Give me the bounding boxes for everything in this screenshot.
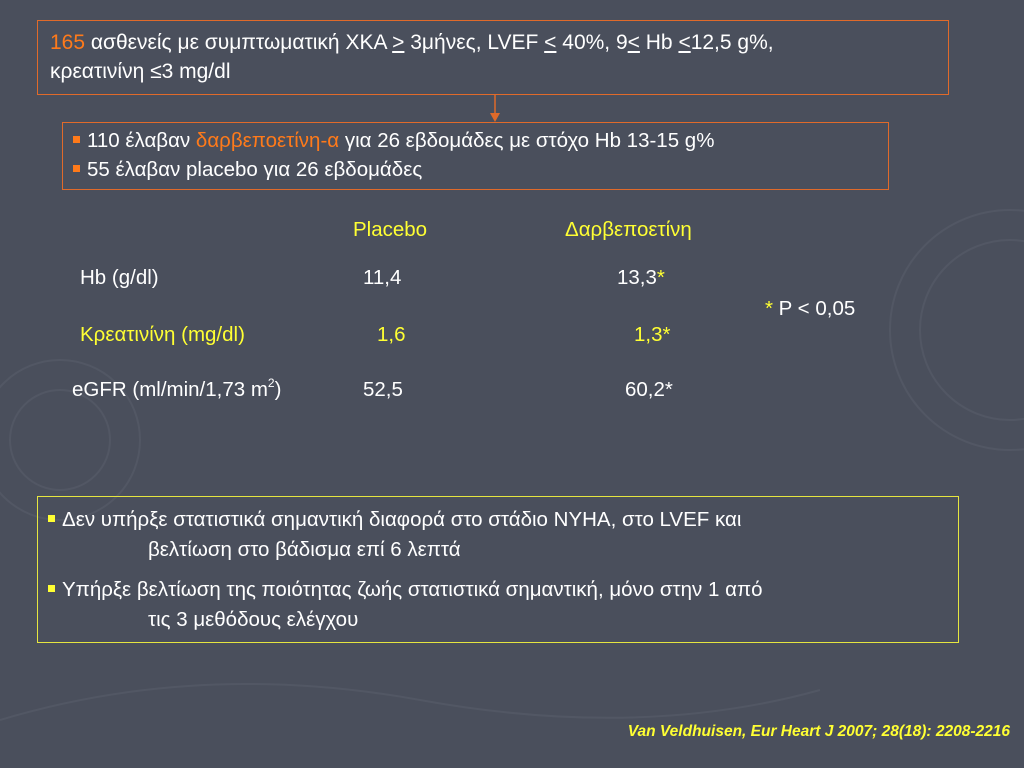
- conclusion-text: Υπήρξε βελτίωση της ποιότητας ζωής στατιστικά σημαντική, μόνο στην 1 από: [62, 578, 763, 601]
- square-bullet-icon: [48, 585, 55, 592]
- square-bullet-icon: [73, 165, 80, 172]
- column-header-placebo: Placebo: [353, 218, 428, 241]
- p-value-note: * P < 0,05: [765, 297, 856, 320]
- list-item: [48, 505, 948, 565]
- group-text: 55 έλαβαν placebo για 26 εβδομάδες: [87, 158, 423, 181]
- population-text-end: 12,5 g%,: [690, 31, 774, 54]
- cell-darb-creatinine: 1,3*: [634, 323, 671, 346]
- citation: Van Veldhuisen, Eur Heart J 2007; 28(18): 2208-2216: [627, 723, 1010, 740]
- ge-sign: >: [392, 31, 405, 54]
- le-sign: <: [544, 31, 557, 54]
- row-label-creatinine: Κρεατινίνη (mg/dl): [80, 323, 245, 346]
- drug-name: δαρβεποετίνη-α: [195, 129, 340, 152]
- row-label-hb: Hb (g/dl): [80, 266, 159, 289]
- group-text: 110 έλαβαν: [87, 129, 196, 152]
- column-header-darbepoetin: Δαρβεποετίνη: [565, 218, 692, 241]
- list-item: [73, 155, 878, 184]
- study-population-box: [37, 20, 949, 95]
- patient-count: 165: [50, 31, 86, 54]
- cell-placebo-creatinine: 1,6: [377, 323, 406, 346]
- conclusion-text: Δεν υπήρξε στατιστικά σημαντική διαφορά στο στάδιο NYHA, στο LVEF και: [62, 508, 742, 531]
- square-bullet-icon: [48, 515, 55, 522]
- treatment-groups-box: [62, 122, 889, 190]
- population-text-mid: 40%, 9: [556, 31, 628, 54]
- conclusions-box: [37, 496, 959, 643]
- down-arrow-icon: [487, 95, 503, 123]
- conclusion-text: βελτίωση στο βάδισμα επί 6 λεπτά: [148, 538, 461, 561]
- group-text: για 26 εβδομάδες με στόχο Hb 13-15 g%: [339, 129, 715, 152]
- cell-darb-hb: 13,3*: [617, 266, 665, 289]
- conclusion-text: τις 3 μεθόδους ελέγχου: [148, 608, 359, 631]
- list-item: [48, 575, 948, 635]
- significance-star: *: [656, 266, 665, 289]
- list-item: [73, 126, 878, 155]
- le-sign: <: [627, 31, 640, 54]
- population-text: ασθενείς με συμπτωματική ΧΚΑ: [85, 31, 393, 54]
- population-text-lvef: 3μήνες, LVEF: [404, 31, 545, 54]
- significance-star: *: [765, 297, 773, 320]
- cell-placebo-hb: 11,4: [363, 266, 402, 289]
- population-text-creatinine: κρεατινίνη ≤3 mg/dl: [50, 60, 231, 83]
- cell-placebo-egfr: 52,5: [363, 378, 403, 401]
- le-sign: <: [678, 31, 691, 54]
- population-text-hb: Hb: [639, 31, 679, 54]
- square-bullet-icon: [73, 136, 80, 143]
- row-label-egfr: eGFR (ml/min/1,73 $m^2$): [72, 376, 282, 401]
- cell-darb-egfr: 60,2*: [625, 378, 673, 401]
